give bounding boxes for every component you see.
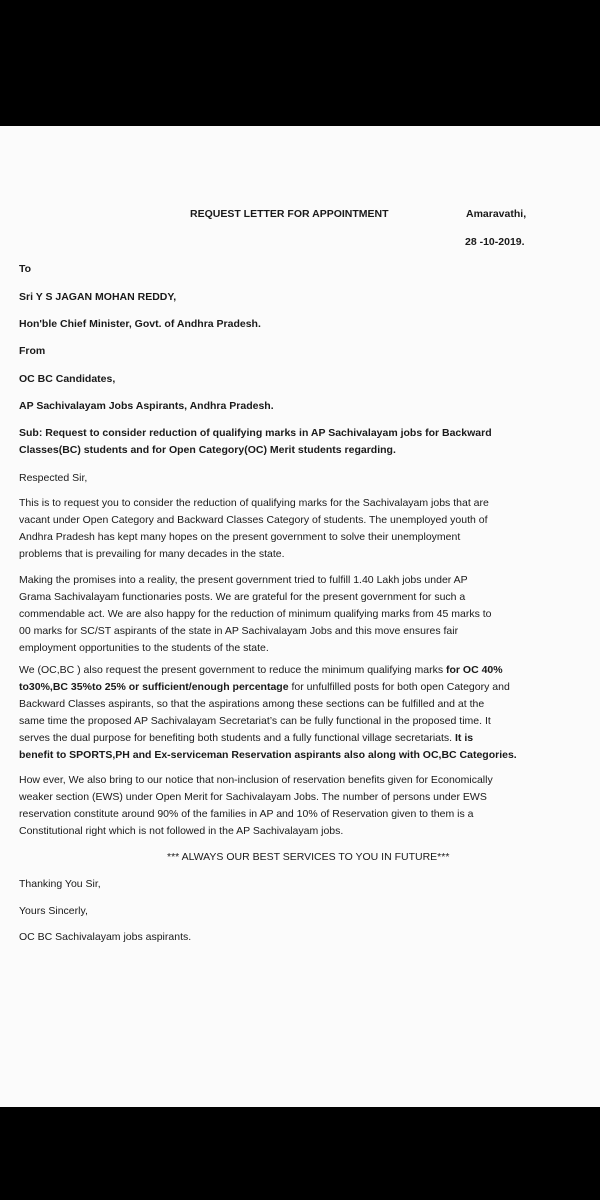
text-run: We (OC,BC ) also request the present government to reduce the minimum qualifying marks	[19, 664, 446, 676]
text-run: serves the dual purpose for benefiting both students and a fully functional village secretariats.	[19, 732, 456, 744]
recipient-name: Sri Y S JAGAN MOHAN REDDY,	[19, 291, 177, 303]
paragraph-line	[19, 730, 584, 747]
text-run-bold: to30%,BC 35%to 25% or sufficient/enough percentage	[19, 681, 289, 693]
sender-line-1: OC BC Candidates,	[19, 373, 116, 385]
from-label: From	[19, 345, 46, 357]
text-run-bold: for OC 40%	[446, 664, 503, 676]
paragraph-line: employment opportunities to the students of the state.	[19, 642, 269, 654]
paragraph-line	[19, 662, 584, 679]
letter-title: REQUEST LETTER FOR APPOINTMENT	[190, 208, 389, 220]
text-run-bold: It is	[455, 732, 474, 744]
paragraph-line	[19, 679, 584, 696]
paragraph-line: problems that is prevailing for many decades in the state.	[19, 548, 285, 560]
paragraph-3	[19, 662, 584, 764]
paragraph-line: 00 marks for SC/ST aspirants of the state in AP Sachivalayam Jobs and this move ensures fair	[19, 625, 459, 637]
paragraph-line: Making the promises into a reality, the present government tried to fulfill 1.40 Lakh jobs under AP	[19, 574, 468, 586]
paragraph-line: How ever, We also bring to our notice that non-inclusion of reservation benefits given for Economically	[19, 774, 493, 786]
sender-line-2: AP Sachivalayam Jobs Aspirants, Andhra Pradesh.	[19, 400, 274, 412]
paragraph-line: benefit to SPORTS,PH and Ex-serviceman Reservation aspirants also along with OC,BC Categories.	[19, 749, 517, 761]
closing-thanks: Thanking You Sir,	[19, 878, 101, 890]
paragraph-line: Backward Classes aspirants, so that the aspirations among these sections can be fulfilled and at the	[19, 698, 485, 710]
paragraph-line: reservation constitute around 90% of the families in AP and 10% of Reservation given to them is a	[19, 808, 474, 820]
paragraph-line: same time the proposed AP Sachivalayam Secretariat’s can be fully functional in the proposed time. It	[19, 715, 491, 727]
paragraph-line: vacant under Open Category and Backward Classes Category of students. The unemployed youth of	[19, 514, 488, 526]
to-label: To	[19, 263, 32, 275]
paragraph-4	[19, 772, 584, 840]
paragraph-line: This is to request you to consider the reduction of qualifying marks for the Sachivalayam jobs that are	[19, 497, 489, 509]
salutation: Respected Sir,	[19, 472, 88, 484]
signature: OC BC Sachivalayam jobs aspirants.	[19, 931, 192, 943]
letter-place: Amaravathi,	[466, 208, 527, 220]
subject	[19, 425, 584, 459]
paragraph-1	[19, 495, 584, 563]
text-run: for unfulfilled posts for both open Category and	[288, 681, 510, 693]
recipient-title: Hon'ble Chief Minister, Govt. of Andhra Pradesh.	[19, 318, 261, 330]
letter-date: 28 -10-2019.	[465, 236, 525, 248]
paragraph-2	[19, 572, 584, 657]
paragraph-line: Constitutional right which is not followed in the AP Sachivalayam jobs.	[19, 825, 344, 837]
paragraph-line: Andhra Pradesh has kept many hopes on the present government to solve their unemployment	[19, 531, 461, 543]
paragraph-line: weaker section (EWS) under Open Merit for Sachivalayam Jobs. The number of persons under EWS	[19, 791, 487, 803]
closing-sincerely: Yours Sincerly,	[19, 905, 88, 917]
subject-line: Classes(BC) students and for Open Category(OC) Merit students regarding.	[19, 444, 396, 456]
closing-motto: *** ALWAYS OUR BEST SERVICES TO YOU IN FUTURE***	[167, 851, 450, 863]
paragraph-line: Grama Sachivalayam functionaries posts. We are grateful for the present government for such a	[19, 591, 466, 603]
paragraph-line: commendable act. We are also happy for the reduction of minimum qualifying marks from 45 marks to	[19, 608, 492, 620]
subject-line: Sub: Request to consider reduction of qualifying marks in AP Sachivalayam jobs for Backward	[19, 427, 492, 439]
